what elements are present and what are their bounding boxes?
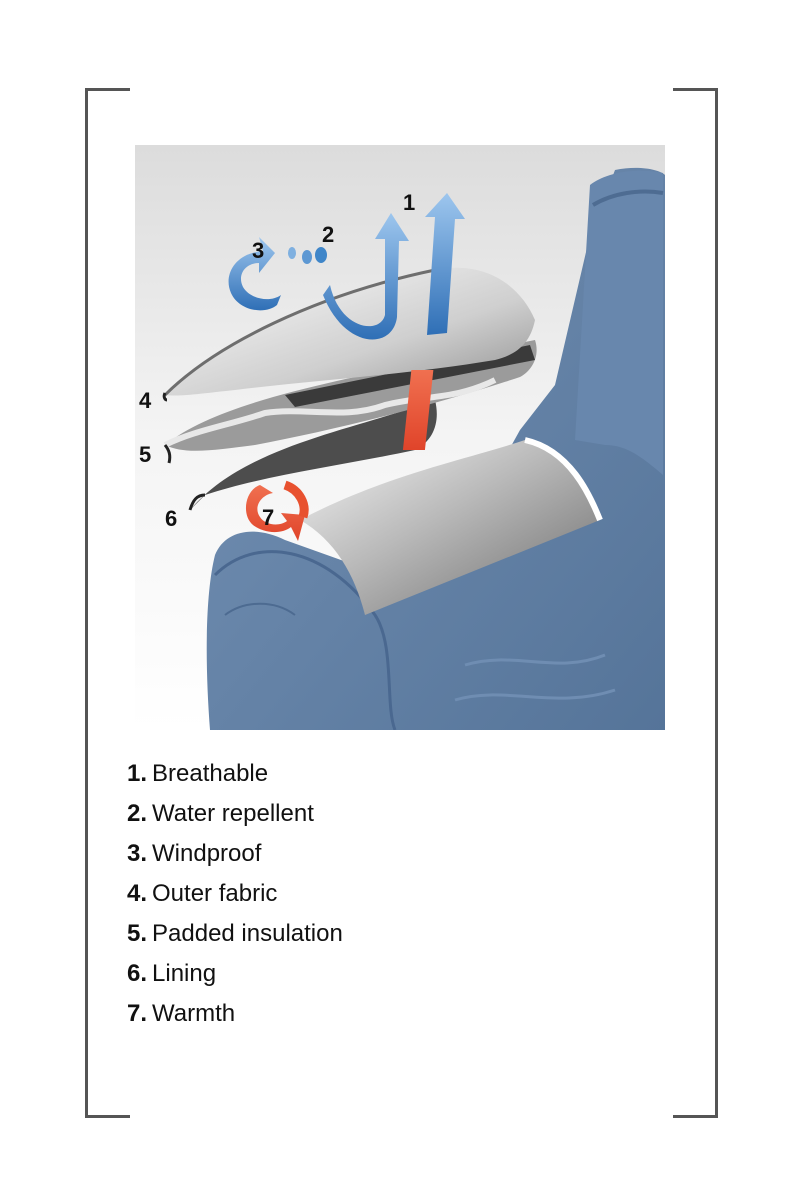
legend-number: 4. bbox=[127, 880, 148, 907]
water-drop-icon bbox=[315, 247, 327, 263]
callout-2: 2 bbox=[322, 222, 335, 247]
legend-label: Water repellent bbox=[152, 800, 314, 827]
legend-label: Windproof bbox=[152, 840, 262, 867]
frame-bracket-left bbox=[85, 88, 130, 1118]
legend-number: 5. bbox=[127, 920, 148, 947]
callout-6: 6 bbox=[165, 506, 178, 531]
legend-number: 6. bbox=[127, 960, 148, 987]
legend-number: 2. bbox=[127, 800, 148, 827]
legend-label: Breathable bbox=[152, 760, 269, 787]
legend-item bbox=[127, 916, 343, 956]
legend-number: 3. bbox=[127, 840, 148, 867]
legend-item bbox=[127, 796, 343, 836]
legend-number: 1. bbox=[127, 760, 148, 787]
legend-item bbox=[127, 836, 343, 876]
callout-5: 5 bbox=[139, 442, 152, 467]
legend-item bbox=[127, 876, 343, 916]
legend-number: 7. bbox=[127, 1000, 148, 1027]
callout-4: 4 bbox=[139, 388, 152, 413]
legend-label: Padded insulation bbox=[152, 920, 343, 947]
water-drop-icon bbox=[288, 247, 296, 259]
legend-label: Warmth bbox=[152, 1000, 236, 1027]
legend-item bbox=[127, 956, 343, 996]
legend-item bbox=[127, 996, 343, 1036]
water-drop-icon bbox=[302, 250, 312, 264]
callout-1: 1 bbox=[403, 190, 416, 215]
legend-label: Outer fabric bbox=[152, 880, 278, 907]
callout-3: 3 bbox=[252, 238, 265, 263]
legend-label: Lining bbox=[152, 960, 217, 987]
legend-item bbox=[127, 756, 343, 796]
callout-7: 7 bbox=[262, 505, 275, 530]
feature-legend bbox=[127, 756, 343, 1036]
jacket-layers-illustration bbox=[135, 145, 665, 730]
frame-bracket-right bbox=[673, 88, 718, 1118]
